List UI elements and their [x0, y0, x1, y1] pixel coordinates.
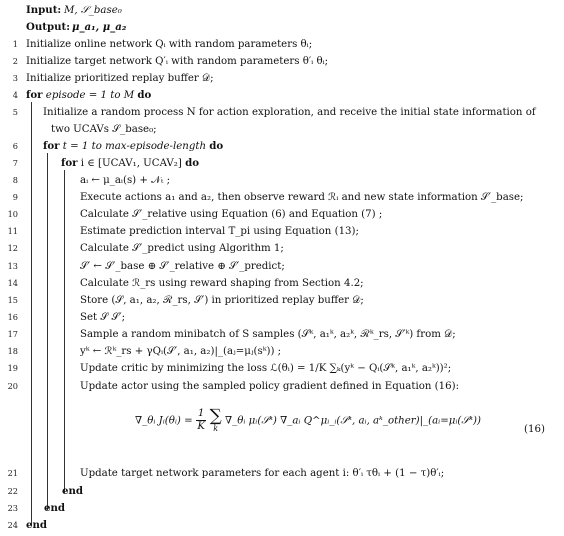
line-number: 2: [12, 56, 18, 66]
loop-range: t = 1 to max-episode-length: [59, 141, 210, 152]
line-number: 24: [7, 520, 18, 530]
sigma-symbol: ∑: [209, 405, 222, 426]
line-text: 𝒮′ ← 𝒮′_base ⊕ 𝒮′_relative ⊕ 𝒮′_predict;: [80, 261, 285, 272]
fraction-denominator: K: [197, 421, 205, 432]
algo-line: [0, 517, 556, 534]
line-number: 14: [7, 278, 18, 288]
equation-rhs: ∇_θᵢ μᵢ(𝒮ᵏ) ∇_aᵢ Q^μᵢ_ᵢ(𝒮ᵏ, aᵢ, aᵏ_other)|_(aᵢ=μᵢ(𝒮ᵏ)): [225, 415, 481, 427]
keyword-end: end: [26, 519, 48, 531]
keyword-do: do: [209, 140, 224, 152]
line-number: 7: [12, 158, 18, 168]
line-number: 17: [7, 329, 18, 339]
line-number: 12: [7, 243, 18, 253]
line-number: 6: [12, 141, 18, 151]
line-text: Initialize prioritized replay buffer 𝒟;: [26, 73, 214, 84]
equation-number: (16): [524, 424, 545, 435]
line-text: Initialize a random process N for action exploration, and receive the initial state information of: [43, 107, 536, 118]
keyword-end: end: [44, 502, 66, 514]
line-text: Estimate prediction interval T_pi using Equation (13);: [80, 226, 359, 237]
fraction-numerator: 1: [197, 408, 205, 419]
keyword-for: for: [43, 140, 60, 152]
line-number: 20: [7, 381, 18, 391]
line-text: Initialize online network Qᵢ with random parameters θᵢ;: [26, 39, 313, 50]
equation-lhs: ∇_θᵢ Jᵢ(θᵢ) =: [135, 415, 193, 427]
line-text: Sample a random minibatch of S samples (𝒮ᵏ, a₁ᵏ, a₂ᵏ, ℛᵏ_rs, 𝒮′ᵏ) from 𝒟;: [80, 329, 456, 340]
output-value: μ_a₁, μ_a₂: [72, 21, 127, 33]
keyword-for: for: [26, 89, 43, 101]
algo-line: [0, 465, 556, 482]
input-value: M, 𝒮_base₀: [64, 5, 122, 16]
line-text: Initialize target network Q′ᵢ with random parameters θ′ᵢ θᵢ;: [26, 56, 329, 67]
line-text: Update actor using the sampled policy gradient defined in Equation (16):: [80, 381, 460, 392]
line-number: 21: [7, 468, 18, 478]
line-number: 13: [7, 261, 18, 271]
algo-line: [0, 483, 556, 500]
keyword-do: do: [185, 157, 199, 169]
line-text: Calculate 𝒮′_relative using Equation (6) and Equation (7) ;: [80, 209, 383, 220]
line-text: two UCAVs 𝒮_base₀;: [51, 124, 157, 135]
line-text: Update target network parameters for each agent i: θ′ᵢ τθᵢ + (1 − τ)θ′ᵢ;: [80, 468, 445, 479]
keyword-for: for: [61, 157, 78, 169]
loop-range: i ∈ [UCAV₁, UCAV₂]: [77, 158, 186, 169]
line-number: 4: [12, 90, 18, 100]
line-text: Calculate ℛ_rs using reward shaping from Section 4.2;: [80, 278, 364, 289]
line-text: aᵢ ← μ_aᵢ(s) + 𝒩ₜ ;: [80, 175, 171, 186]
line-number: 19: [7, 363, 18, 373]
line-text: yᵏ ← ℛᵏ_rs + γQᵢ(𝒮′, a₁, a₂)|_(aⱼ=μⱼ(sᵏ)) ;: [80, 346, 282, 357]
line-number: 15: [7, 295, 18, 305]
equation-fraction: [196, 408, 206, 433]
line-number: 11: [7, 226, 18, 236]
line-text: Calculate 𝒮′_predict using Algorithm 1;: [80, 243, 284, 254]
line-number: 9: [12, 192, 18, 202]
line-number: 8: [12, 175, 18, 185]
summation: [209, 405, 222, 433]
output-label: Output:: [26, 21, 70, 33]
line-text: Execute actions a₁ and a₂, then observe reward ℛᵢ and new state information 𝒮′_base;: [80, 192, 524, 203]
line-number: 23: [7, 503, 18, 513]
line-number: 5: [12, 107, 18, 117]
line-number: 1: [12, 39, 18, 49]
sum-index: k: [213, 423, 219, 433]
line-text: Update critic by minimizing the loss ℒ(θᵢ) = 1/K ∑ₖ(yᵏ − Qᵢ(𝒮ᵏ, a₁ᵏ, a₂ᵏ))²;: [80, 363, 452, 374]
input-label: Input:: [26, 4, 62, 16]
algo-line: [0, 500, 556, 517]
line-text: Store (𝒮, a₁, a₂, ℛ_rs, 𝒮′) in prioritized replay buffer 𝒟;: [80, 295, 364, 306]
loop-range: episode = 1 to M: [42, 90, 138, 101]
line-number: 16: [7, 312, 18, 322]
keyword-end: end: [62, 485, 84, 497]
line-number: 3: [12, 73, 18, 83]
line-number: 22: [7, 486, 18, 496]
keyword-do: do: [137, 89, 152, 101]
line-text: Set 𝒮 𝒮′;: [80, 312, 126, 323]
line-number: 18: [7, 346, 18, 356]
line-number: 10: [7, 209, 18, 219]
